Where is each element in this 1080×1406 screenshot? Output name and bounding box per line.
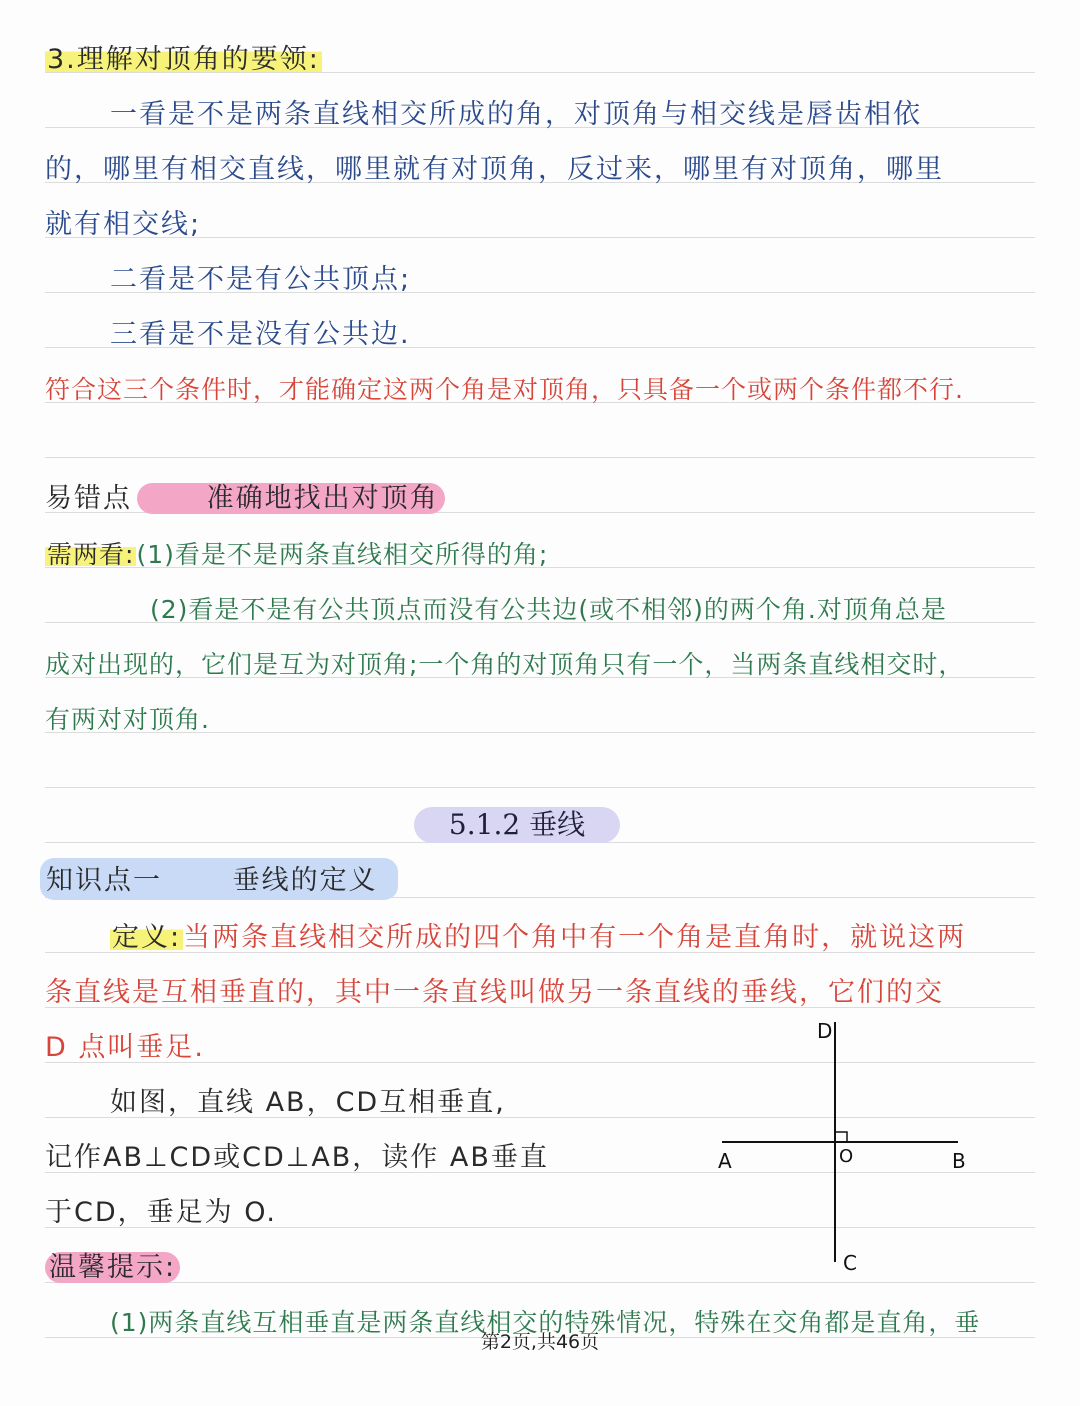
section-title: 5.1.2 垂线 <box>414 807 620 843</box>
need-two-line4: 有两对对顶角. <box>45 705 210 734</box>
definition-line3: D 点叫垂足. <box>45 1032 205 1063</box>
example-line1: 如图，直线 AB，CD互相垂直, <box>110 1087 506 1118</box>
tip-heading <box>45 1250 180 1286</box>
page-footer: 第2页,共46页 <box>480 1331 600 1353</box>
need-two-line1 <box>45 537 548 573</box>
need-two-text1: (1)看是不是两条直线相交所得的角; <box>136 540 549 569</box>
right-angle-mark <box>835 1132 847 1142</box>
definition-line1 <box>110 920 966 956</box>
error-point-title: 准确地找出对顶角 <box>137 483 445 514</box>
tip-label: 温馨提示: <box>45 1252 180 1283</box>
label-o: O <box>839 1146 854 1167</box>
heading-3 <box>45 42 322 78</box>
label-b: B <box>952 1149 966 1173</box>
error-point-heading <box>45 481 445 517</box>
definition-text1: 当两条直线相交所成的四个角中有一个角是直角时，就说这两 <box>183 922 967 953</box>
definition-line2: 条直线是互相垂直的，其中一条直线叫做另一条直线的垂线，它们的交 <box>45 977 944 1008</box>
para2: 二看是不是有公共顶点; <box>110 264 412 295</box>
knowledge-heading <box>46 863 378 899</box>
example-line2: 记作AB⊥CD或CD⊥AB，读作 AB垂直 <box>45 1142 549 1173</box>
definition-label: 定义: <box>112 922 182 953</box>
knowledge-title: 垂线的定义 <box>232 865 378 896</box>
error-point-label: 易错点 <box>45 483 132 514</box>
need-two-label: 需两看: <box>47 540 135 569</box>
label-a: A <box>718 1149 732 1173</box>
para1-line1: 一看是不是两条直线相交所成的角，对顶角与相交线是唇齿相依 <box>110 99 922 130</box>
label-d: D <box>817 1019 833 1043</box>
para1-line3: 就有相交线; <box>45 209 202 240</box>
tip-line1: (1)两条直线互相垂直是两条直线相交的特殊情况，特殊在交角都是直角，垂 <box>110 1308 981 1337</box>
need-two-line3: 成对出现的，它们是互为对顶角;一个角的对顶角只有一个，当两条直线相交时， <box>45 650 965 679</box>
example-line3: 于CD，垂足为 O. <box>45 1197 277 1228</box>
knowledge-label: 知识点一 <box>46 865 162 896</box>
label-c: C <box>843 1251 857 1275</box>
perpendicular-figure <box>700 1010 990 1280</box>
need-two-line2: (2)看是不是有公共顶点而没有公共边(或不相邻)的两个角.对顶角总是 <box>150 595 947 624</box>
para1-line2: 的，哪里有相交直线，哪里就有对顶角，反过来，哪里有对顶角，哪里 <box>45 154 944 185</box>
heading-3-label: 3.理解对顶角的要领: <box>47 44 320 75</box>
conclusion: 符合这三个条件时，才能确定这两个角是对顶角，只具备一个或两个条件都不行. <box>45 375 964 404</box>
para3: 三看是不是没有公共边. <box>110 319 411 350</box>
